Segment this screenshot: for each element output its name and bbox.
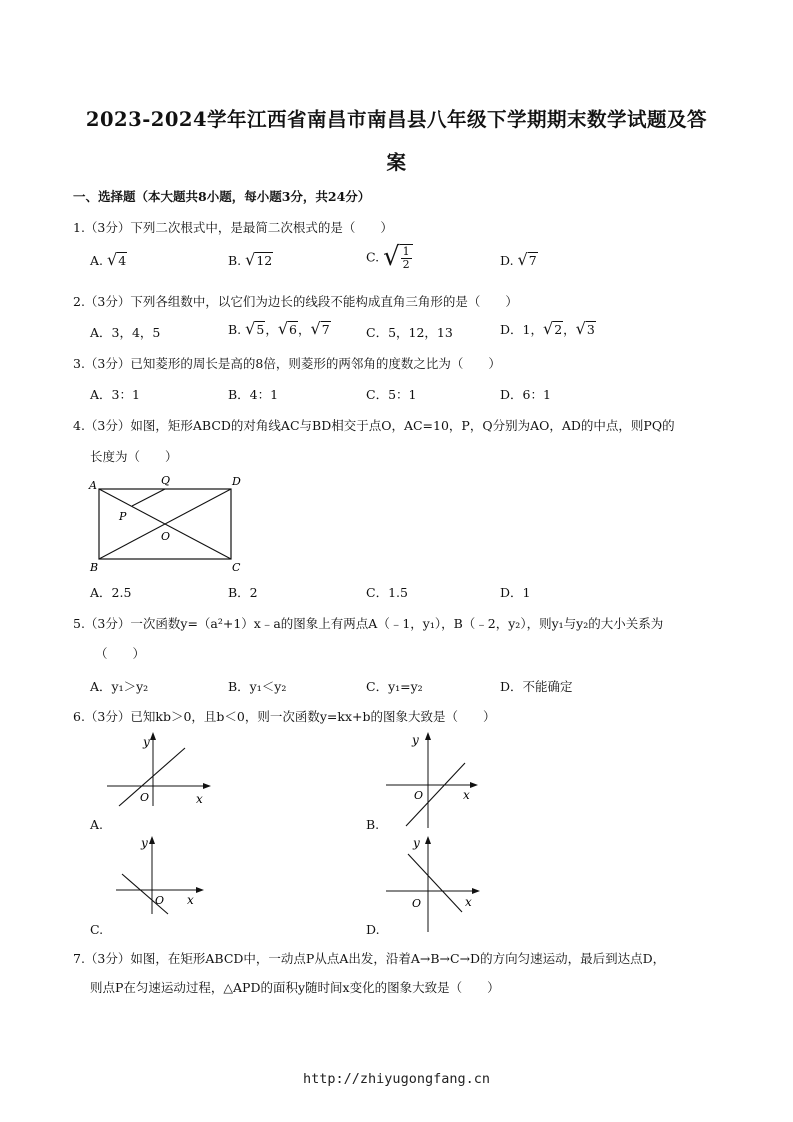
q2-option-a: A．3，4，5 bbox=[90, 325, 161, 340]
q1-option-a: A. √ 4 bbox=[90, 250, 127, 269]
graph-option-b bbox=[380, 730, 490, 830]
q5-option-b: B．y₁＜y₂ bbox=[228, 679, 287, 694]
segment-pq bbox=[132, 489, 165, 506]
question-5-stem: 5.（3分）一次函数y=（a²+1）x﹣a的图象上有两点A（﹣1，y₁），B（﹣2，y₂），则y₁与y₂的大小关系为 bbox=[73, 616, 664, 631]
q4-option-c: C．1.5 bbox=[366, 585, 408, 600]
x-label: x bbox=[465, 895, 472, 909]
q3-option-b: B．4：1 bbox=[228, 387, 279, 402]
origin-label: O bbox=[414, 789, 424, 802]
graph-line bbox=[119, 748, 185, 806]
x-label: x bbox=[187, 893, 194, 907]
y-arrow bbox=[150, 732, 156, 740]
label-p: P bbox=[119, 510, 127, 523]
question-1-stem: 1.（3分）下列二次根式中，是最简二次根式的是（ ） bbox=[73, 220, 393, 235]
y-label: y bbox=[413, 836, 420, 850]
question-2-stem: 2.（3分）下列各组数中，以它们为边长的线段不能构成直角三角形的是（ ） bbox=[73, 294, 518, 309]
label-a: A bbox=[89, 479, 97, 492]
graph-option-d bbox=[382, 834, 492, 934]
q3-option-c: C．5：1 bbox=[366, 387, 417, 402]
label-d: D bbox=[232, 475, 241, 488]
q6-option-c: C. bbox=[90, 922, 104, 937]
label-q: Q bbox=[161, 474, 171, 487]
graph-option-a bbox=[105, 730, 215, 810]
question-4-stem: 4.（3分）如图，矩形ABCD的对角线AC与BD相交于点O，AC=10，P，Q分别为AO，AD的中点，则PQ的 bbox=[73, 418, 675, 433]
q6-option-b: B. bbox=[366, 817, 380, 832]
q4-option-a: A．2.5 bbox=[90, 585, 132, 600]
origin-label: O bbox=[140, 791, 150, 804]
y-label: y bbox=[412, 733, 419, 747]
q1-option-d: D. √ 7 bbox=[500, 250, 537, 269]
q5-option-c: C．y₁=y₂ bbox=[366, 679, 423, 694]
x-arrow bbox=[470, 782, 478, 788]
x-arrow bbox=[472, 888, 480, 894]
origin-label: O bbox=[412, 897, 422, 910]
q1-option-c: C. √ $\frac{1}{2}$ bbox=[366, 244, 413, 270]
label-b: B bbox=[90, 561, 99, 574]
q6-option-a: A. bbox=[90, 817, 104, 832]
q2-option-d: D．1， √ 2 ， √ 3 bbox=[500, 319, 595, 338]
q5-option-d: D．不能确定 bbox=[500, 679, 573, 694]
x-arrow bbox=[203, 783, 211, 789]
question-6-stem: 6.（3分）已知kb＞0，且b＜0，则一次函数y=kx+b的图象大致是（ ） bbox=[73, 709, 496, 724]
question-4-stem-continued: 长度为（ ） bbox=[90, 449, 178, 464]
x-arrow bbox=[196, 887, 204, 893]
section-header: 一、选择题（本大题共8小题，每小题3分，共24分） bbox=[73, 189, 371, 204]
graph-option-c bbox=[112, 834, 222, 916]
y-arrow bbox=[425, 836, 431, 844]
q3-option-a: A．3：1 bbox=[90, 387, 140, 402]
label-c: C bbox=[232, 561, 241, 574]
question-3-stem: 3.（3分）已知菱形的周长是高的8倍，则菱形的两邻角的度数之比为（ ） bbox=[73, 356, 501, 371]
q2-option-c: C．5，12，13 bbox=[366, 325, 453, 340]
q2-option-b: B. √ 5 ， √ 6 ， √ 7 bbox=[228, 319, 330, 338]
y-label: y bbox=[141, 836, 148, 850]
document-title-continued: 案 bbox=[386, 151, 407, 174]
y-arrow bbox=[149, 836, 155, 844]
label-o: O bbox=[161, 530, 171, 543]
q6-option-d: D. bbox=[366, 922, 380, 937]
x-label: x bbox=[196, 792, 203, 806]
y-arrow bbox=[425, 732, 431, 740]
y-label: y bbox=[143, 735, 150, 749]
origin-label: O bbox=[155, 894, 165, 907]
document-title: 2023-2024学年江西省南昌市南昌县八年级下学期期末数学试题及答 bbox=[85, 108, 708, 131]
footer-url: http://zhiyugongfang.cn bbox=[303, 1071, 490, 1087]
question-5-stem-continued: （ ） bbox=[95, 646, 146, 661]
x-label: x bbox=[463, 788, 470, 802]
q3-option-d: D．6：1 bbox=[500, 387, 551, 402]
q4-option-b: B．2 bbox=[228, 585, 258, 600]
q1-option-b: B. √ 12 bbox=[228, 250, 273, 269]
rectangle-figure bbox=[85, 472, 255, 576]
q5-option-a: A．y₁＞y₂ bbox=[90, 679, 149, 694]
question-7-stem: 7.（3分）如图，在矩形ABCD中，一动点P从点A出发，沿着A→B→C→D的方向匀速运动，最后到达点D， bbox=[73, 951, 666, 966]
question-7-stem-continued: 则点P在匀速运动过程，△APD的面积y随时间x变化的图象大致是（ ） bbox=[90, 980, 500, 995]
q4-option-d: D．1 bbox=[500, 585, 531, 600]
